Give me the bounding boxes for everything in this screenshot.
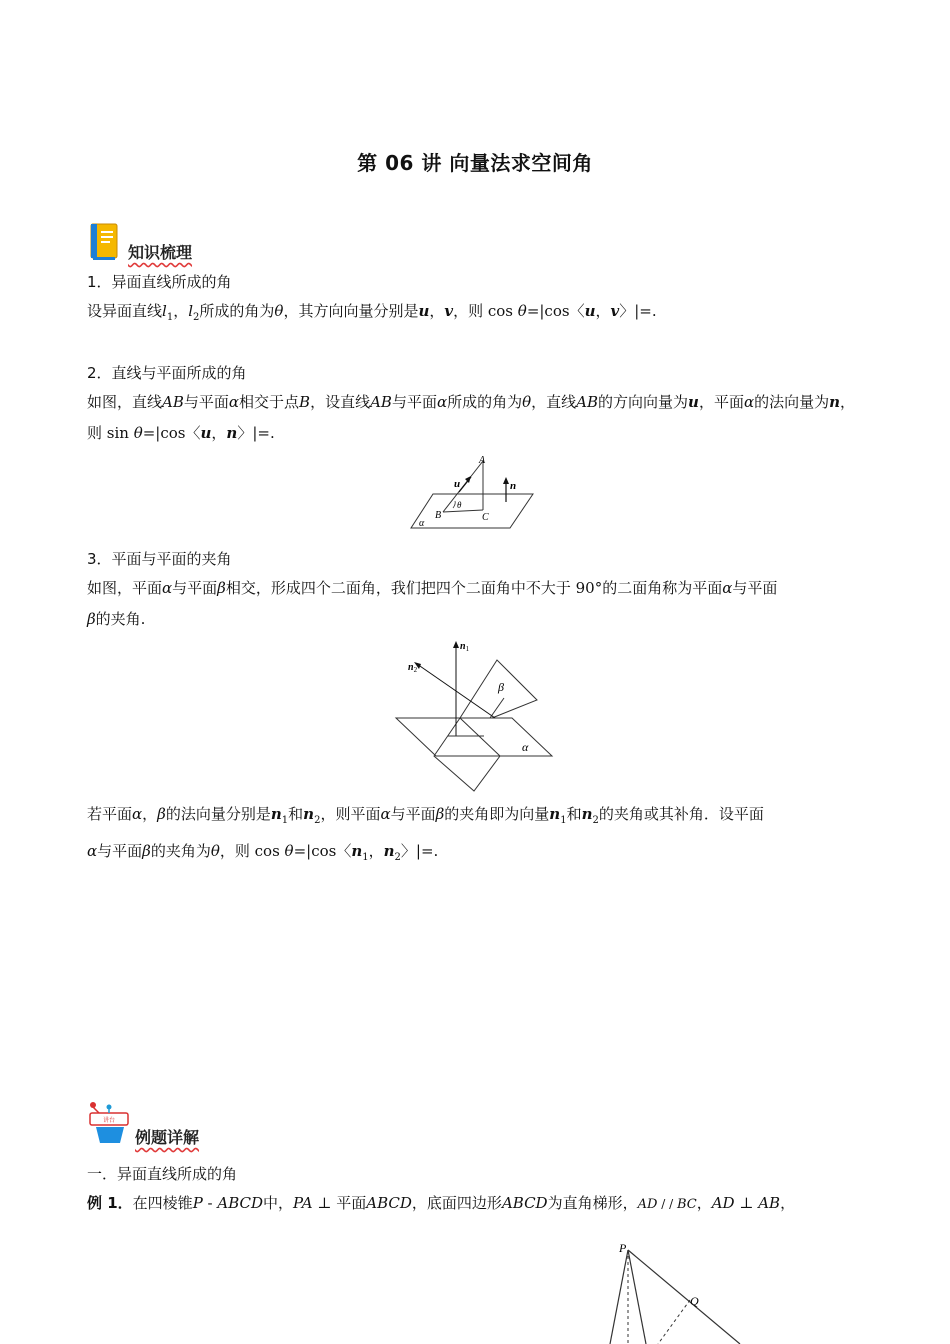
- problem-section-1-heading: 一．异面直线所成的角: [87, 1165, 238, 1183]
- vector-u-arrowhead: [465, 476, 471, 483]
- label-u: u: [454, 478, 461, 490]
- label-Q: Q: [690, 1294, 699, 1308]
- label-n1: $n_1$: [460, 641, 470, 653]
- segment-Q-hidden: [658, 1300, 690, 1344]
- label-theta: θ: [457, 500, 462, 510]
- edge-P-mid: [628, 1250, 646, 1344]
- plane-beta: [434, 660, 537, 791]
- example-1-label: 例 1．: [87, 1194, 133, 1212]
- label-n2: $n_2$: [408, 662, 418, 674]
- section-1-heading: 1．异面直线所成的角: [87, 273, 232, 291]
- section-2-heading: 2．直线与平面所成的角: [87, 364, 247, 382]
- figure-pyramid: [600, 1238, 750, 1344]
- vector-n1-arrowhead: [453, 641, 459, 648]
- section-2-text: 如图，直线AB与平面α相交于点B，设直线AB与平面α所成的角为θ，直线AB的方向向量为u，平面α的法向量为n，则 sin θ=|cos〈u，n〉|=.: [87, 393, 856, 442]
- example-1-text: 例 1．在四棱锥P - ABCD中，PA ⊥ 平面ABCD，底面四边形ABCD为直角梯形，AD / / BC，AD ⊥ AB，: [87, 1194, 796, 1212]
- label-P: P: [619, 1241, 627, 1255]
- angle-theta-arc: [453, 501, 455, 508]
- example-badge-label: 例题详解: [135, 1128, 200, 1147]
- beta-inner-line: [490, 698, 504, 718]
- knowledge-section-badge: [88, 222, 218, 264]
- knowledge-badge-label: 知识梳理: [128, 243, 193, 262]
- lectern-icon: [88, 1101, 132, 1145]
- section-3b-text: 若平面α，β的法向量分别是$n_1$和$n_2$，则平面α与平面β的夹角即为向量$n_1$和$n_2$的夹角或其补角．设平面 α与平面β的夹角为θ，则 cos θ=|cos〈$n_1$，$n_2$〉|=.: [87, 805, 764, 863]
- section-3-heading: 3．平面与平面的夹角: [87, 550, 232, 568]
- page-title: 第 06 讲 向量法求空间角: [357, 151, 593, 175]
- book-icon: [88, 222, 122, 262]
- label-C: C: [482, 512, 489, 523]
- label-beta: β: [498, 680, 504, 694]
- figure-line-plane: [405, 450, 540, 534]
- figure-two-planes: [392, 634, 557, 794]
- example-section-badge: [88, 1101, 218, 1147]
- edge-P-left: [610, 1250, 628, 1344]
- segment-BC: [443, 510, 483, 512]
- section-3-text: 如图，平面α与平面β相交，形成四个二面角，我们把四个二面角中不大于 90°的二面角称为平面α与平面 β的夹角.: [87, 579, 778, 628]
- vector-n-arrowhead: [503, 477, 509, 484]
- label-alpha-2: α: [522, 740, 529, 754]
- lectern-icon-label: 讲台: [102, 1118, 116, 1124]
- plane-alpha-2: [396, 718, 552, 756]
- section-1-text: 设异面直线$l_1$，$l_2$所成的角为θ，其方向向量分别是u，v，则 cos θ=|cos〈u，v〉|=.: [87, 302, 657, 323]
- label-B: B: [435, 510, 442, 521]
- intersection-line: [460, 718, 500, 756]
- label-alpha: α: [419, 518, 425, 529]
- label-n: n: [510, 480, 517, 492]
- edge-P-right: [628, 1250, 740, 1344]
- label-A: A: [479, 455, 486, 466]
